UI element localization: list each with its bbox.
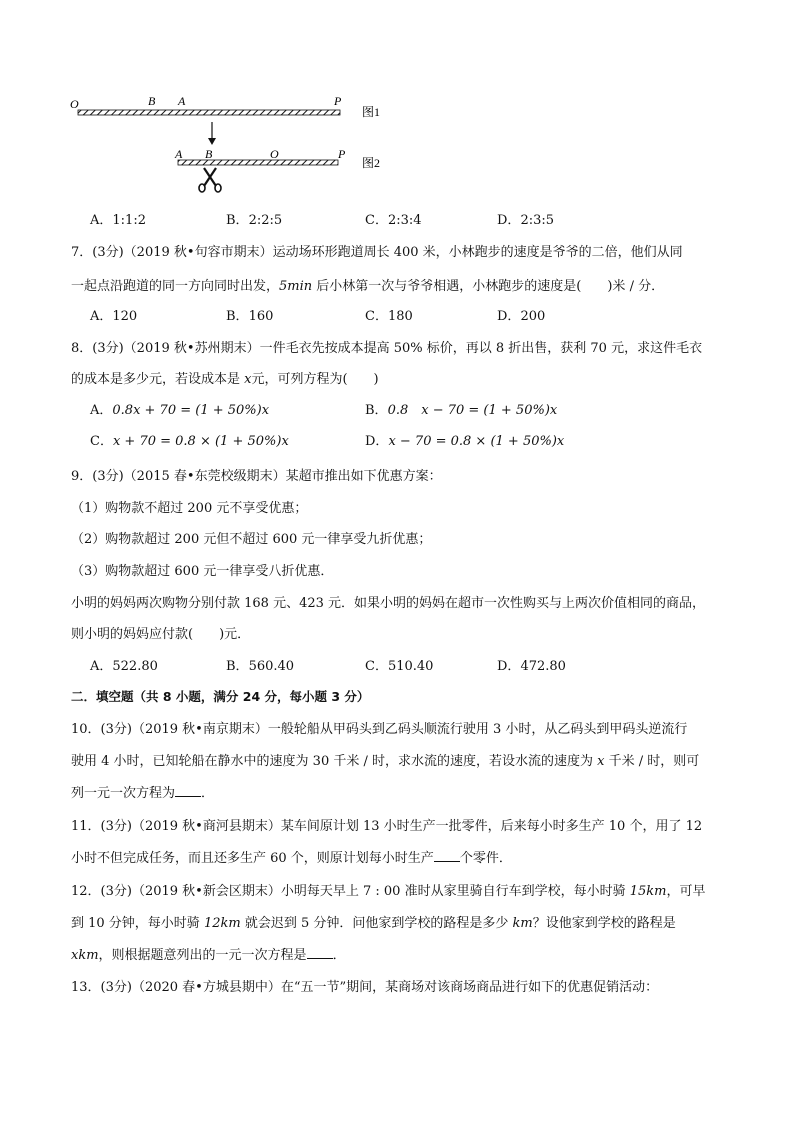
q9-line-5: 小明的妈妈两次购物分别付款 168 元、423 元．如果小明的妈妈在超市一次性购买与上两次价值相同的商品， (71, 596, 706, 611)
option-text: 180 (387, 309, 413, 324)
q12-speed-1: 15km (629, 884, 667, 899)
q12-text: 到 10 分钟，每小时骑 (71, 916, 204, 931)
answer-blank[interactable] (434, 850, 460, 862)
q6-option-b[interactable] (226, 209, 282, 228)
q9-rule-3: （3）购物款超过 600 元一律享受八折优惠． (71, 564, 334, 579)
q8-line-1: 8．(3分)（2019 秋•苏州期末）一件毛衣先按成本提高 50% 标价，再以 8 折出售，获利 70 元，求这件毛衣 (71, 341, 703, 356)
option-letter: D． (497, 213, 521, 228)
q8-option-a[interactable] (90, 399, 269, 418)
option-text: 2:2:5 (248, 213, 283, 228)
option-text: 160 (248, 309, 274, 324)
rope-fig1 (78, 110, 340, 115)
option-text: x − 70 = 0.8 × (1 + 50%)x (388, 434, 565, 449)
q10-text: 驶用 4 小时，已知轮船在静水中的速度为 30 千米 / 时，求水流的速度，若设水流的速度为 (71, 754, 598, 769)
fig1-label-A: A (178, 94, 186, 108)
q12-speed-2: 12km (203, 916, 241, 931)
arrow-head-icon (208, 138, 216, 145)
option-letter: A． (90, 659, 113, 674)
q8-line-2 (71, 368, 379, 387)
q7-text-end: 后小林第一次与爷爷相遇，小林跑步的速度是( )米 / 分． (312, 279, 665, 294)
fig2-label-B: B (205, 147, 213, 161)
option-letter: C． (365, 659, 388, 674)
q12-variable: xkm (71, 948, 99, 963)
q12-unit: km (512, 916, 533, 931)
q8-text-end: 元，可列方程为( ) (251, 372, 379, 387)
q8-variable: x (244, 372, 252, 387)
q9-option-c[interactable] (365, 655, 433, 674)
fig1-label-O: O (70, 97, 79, 111)
option-letter: B． (226, 213, 249, 228)
q13-line-1: 13．(3分)（2020 春•方城县期中）在“五一节”期间，某商场对该商场商品进行如下的优惠促销活动： (71, 980, 659, 995)
rope-figure (60, 88, 420, 198)
q10-line-3 (71, 782, 214, 801)
q7-time-unit: 5min (279, 279, 313, 294)
q9-rule-2: （2）购物款超过 200 元但不超过 600 元一律享受九折优惠； (71, 532, 432, 547)
q7-option-a[interactable] (90, 305, 137, 324)
q10-line-1: 10．(3分)（2019 秋•南京期末）一般轮船从甲码头到乙码头顺流行驶用 3 小时，从乙码头到甲码头逆流行 (71, 722, 688, 737)
option-letter: B． (365, 403, 388, 418)
option-letter: C． (90, 434, 113, 449)
option-text: x + 70 = 0.8 × (1 + 50%)x (112, 434, 289, 449)
option-text: 510.40 (387, 659, 434, 674)
q12-text: 就会迟到 5 分钟．问他家到学校的路程是多少 (240, 916, 513, 931)
q7-line-2 (71, 275, 664, 294)
option-letter: D． (365, 434, 389, 449)
q12-text: 12．(3分)（2019 秋•新会区期末）小明每天早上 7 : 00 准时从家里骑自行车到学校，每小时骑 (71, 884, 630, 899)
q9-option-a[interactable] (90, 655, 158, 674)
q10-line-2 (71, 750, 699, 769)
fig2-label-O: O (270, 147, 279, 161)
q8-option-c[interactable] (90, 430, 289, 449)
option-text: 1:1:2 (112, 213, 146, 228)
q9-line-1: 9．(3分)（2015 春•东莞校级期末）某超市推出如下优惠方案： (71, 469, 442, 484)
option-text: 2:3:5 (520, 213, 555, 228)
fig1-label-B: B (148, 94, 156, 108)
q8-option-d[interactable] (365, 430, 564, 449)
q10-text: 列一元一次方程为 (71, 786, 176, 801)
option-letter: D． (497, 659, 521, 674)
rope-fig2 (178, 160, 338, 165)
q10-variable: x (597, 754, 605, 769)
q10-period: ． (201, 786, 215, 801)
option-letter: B． (226, 309, 249, 324)
fig1-label-P: P (334, 94, 342, 108)
q6-option-c[interactable] (365, 209, 422, 228)
q9-rule-1: （1）购物款不超过 200 元不享受优惠； (71, 501, 308, 516)
option-text: 2:3:4 (387, 213, 422, 228)
q12-text-end: ，可早 (666, 884, 706, 899)
option-letter: C． (365, 309, 388, 324)
option-letter: B． (226, 659, 249, 674)
option-letter: A． (90, 309, 113, 324)
option-text: 0.8 x − 70 = (1 + 50%)x (387, 403, 558, 418)
fig2-caption: 图2 (362, 156, 381, 170)
q11-text-end: 个零件． (459, 851, 512, 866)
q9-line-6: 则小明的妈妈应付款( )元． (71, 627, 251, 642)
option-text: 0.8x + 70 = (1 + 50%)x (112, 403, 270, 418)
q6-option-d[interactable] (497, 209, 554, 228)
fig1-caption: 图1 (362, 105, 381, 119)
fig2-label-P: P (338, 147, 346, 161)
q8-option-b[interactable] (365, 399, 557, 418)
q9-option-d[interactable] (497, 655, 566, 674)
option-letter: A． (90, 213, 113, 228)
scissors-icon (199, 168, 221, 192)
q7-line-1: 7．(3分)（2019 秋•句容市期末）运动场环形跑道周长 400 米，小林跑步的速度是爷爷的二倍，他们从同 (71, 245, 683, 260)
q11-text: 小时不但完成任务，而且还多生产 60 个，则原计划每小时生产 (71, 851, 434, 866)
q7-option-c[interactable] (365, 305, 413, 324)
q12-period: ． (332, 948, 346, 963)
option-letter: C． (365, 213, 388, 228)
q12-line-2 (71, 912, 676, 931)
section-heading-fill-blank: 二．填空题（共 8 小题，满分 24 分，每小题 3 分） (71, 689, 370, 704)
option-text: 200 (520, 309, 546, 324)
q7-option-d[interactable] (497, 305, 545, 324)
fig2-label-A: A (175, 147, 183, 161)
q7-option-b[interactable] (226, 305, 273, 324)
option-letter: A． (90, 403, 113, 418)
q11-line-1: 11．(3分)（2019 秋•商河县期末）某车间原计划 13 小时生产一批零件，后来每小时多生产 10 个，用了 12 (71, 819, 703, 834)
q8-text: 的成本是多少元，若设成本是 (71, 372, 245, 387)
q7-text: 一起点沿跑道的同一方向同时出发， (71, 279, 280, 294)
option-text: 560.40 (248, 659, 295, 674)
q9-option-b[interactable] (226, 655, 294, 674)
option-text: 120 (112, 309, 138, 324)
answer-blank[interactable] (307, 947, 333, 959)
option-text: 472.80 (520, 659, 566, 674)
answer-blank[interactable] (175, 785, 201, 797)
option-letter: D． (497, 309, 521, 324)
q10-text-end: 千米 / 时，则可 (604, 754, 700, 769)
q12-line-3 (71, 944, 346, 963)
q12-text-end: ？设他家到学校的路程是 (532, 916, 676, 931)
q11-line-2 (71, 847, 512, 866)
option-text: 522.80 (112, 659, 158, 674)
q12-line-1 (71, 880, 705, 899)
q6-option-a[interactable] (90, 209, 146, 228)
q12-text: ，则根据题意列出的一元一次方程是 (98, 948, 307, 963)
